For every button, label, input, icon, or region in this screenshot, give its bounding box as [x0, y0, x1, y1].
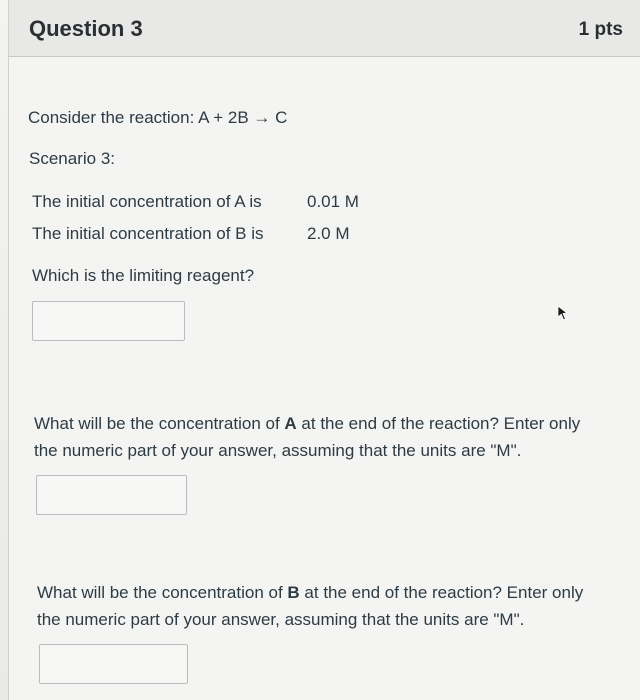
question-points: 1 pts	[578, 19, 623, 40]
limiting-reagent-question: Which is the limiting reagent?	[32, 266, 255, 285]
arrow-cursor-icon	[555, 305, 569, 321]
concentration-b-input[interactable]	[39, 644, 188, 684]
concentration-a-question: What will be the concentration of A at the end of the reaction? Enter only	[34, 414, 581, 433]
conc-b-label: The initial concentration of B is	[32, 224, 264, 243]
limiting-reagent-input[interactable]	[32, 301, 185, 341]
scenario-label: Scenario 3:	[29, 149, 115, 168]
reaction-text: Consider the reaction: A + 2B → C	[28, 108, 288, 127]
concentration-b-question-line2: the numeric part of your answer, assuming that the units are "M".	[37, 610, 525, 629]
conc-a-label: The initial concentration of A is	[32, 192, 262, 211]
question-header	[8, 0, 640, 57]
question-title: Question 3	[29, 16, 143, 41]
question-body	[8, 57, 640, 700]
concentration-b-question: What will be the concentration of B at the end of the reaction? Enter only	[37, 583, 584, 602]
concentration-a-input[interactable]	[36, 475, 187, 515]
conc-a-value: 0.01 M	[307, 192, 359, 211]
conc-b-value: 2.0 M	[307, 224, 350, 243]
concentration-a-question-line2: the numeric part of your answer, assuming that the units are "M".	[34, 441, 522, 460]
